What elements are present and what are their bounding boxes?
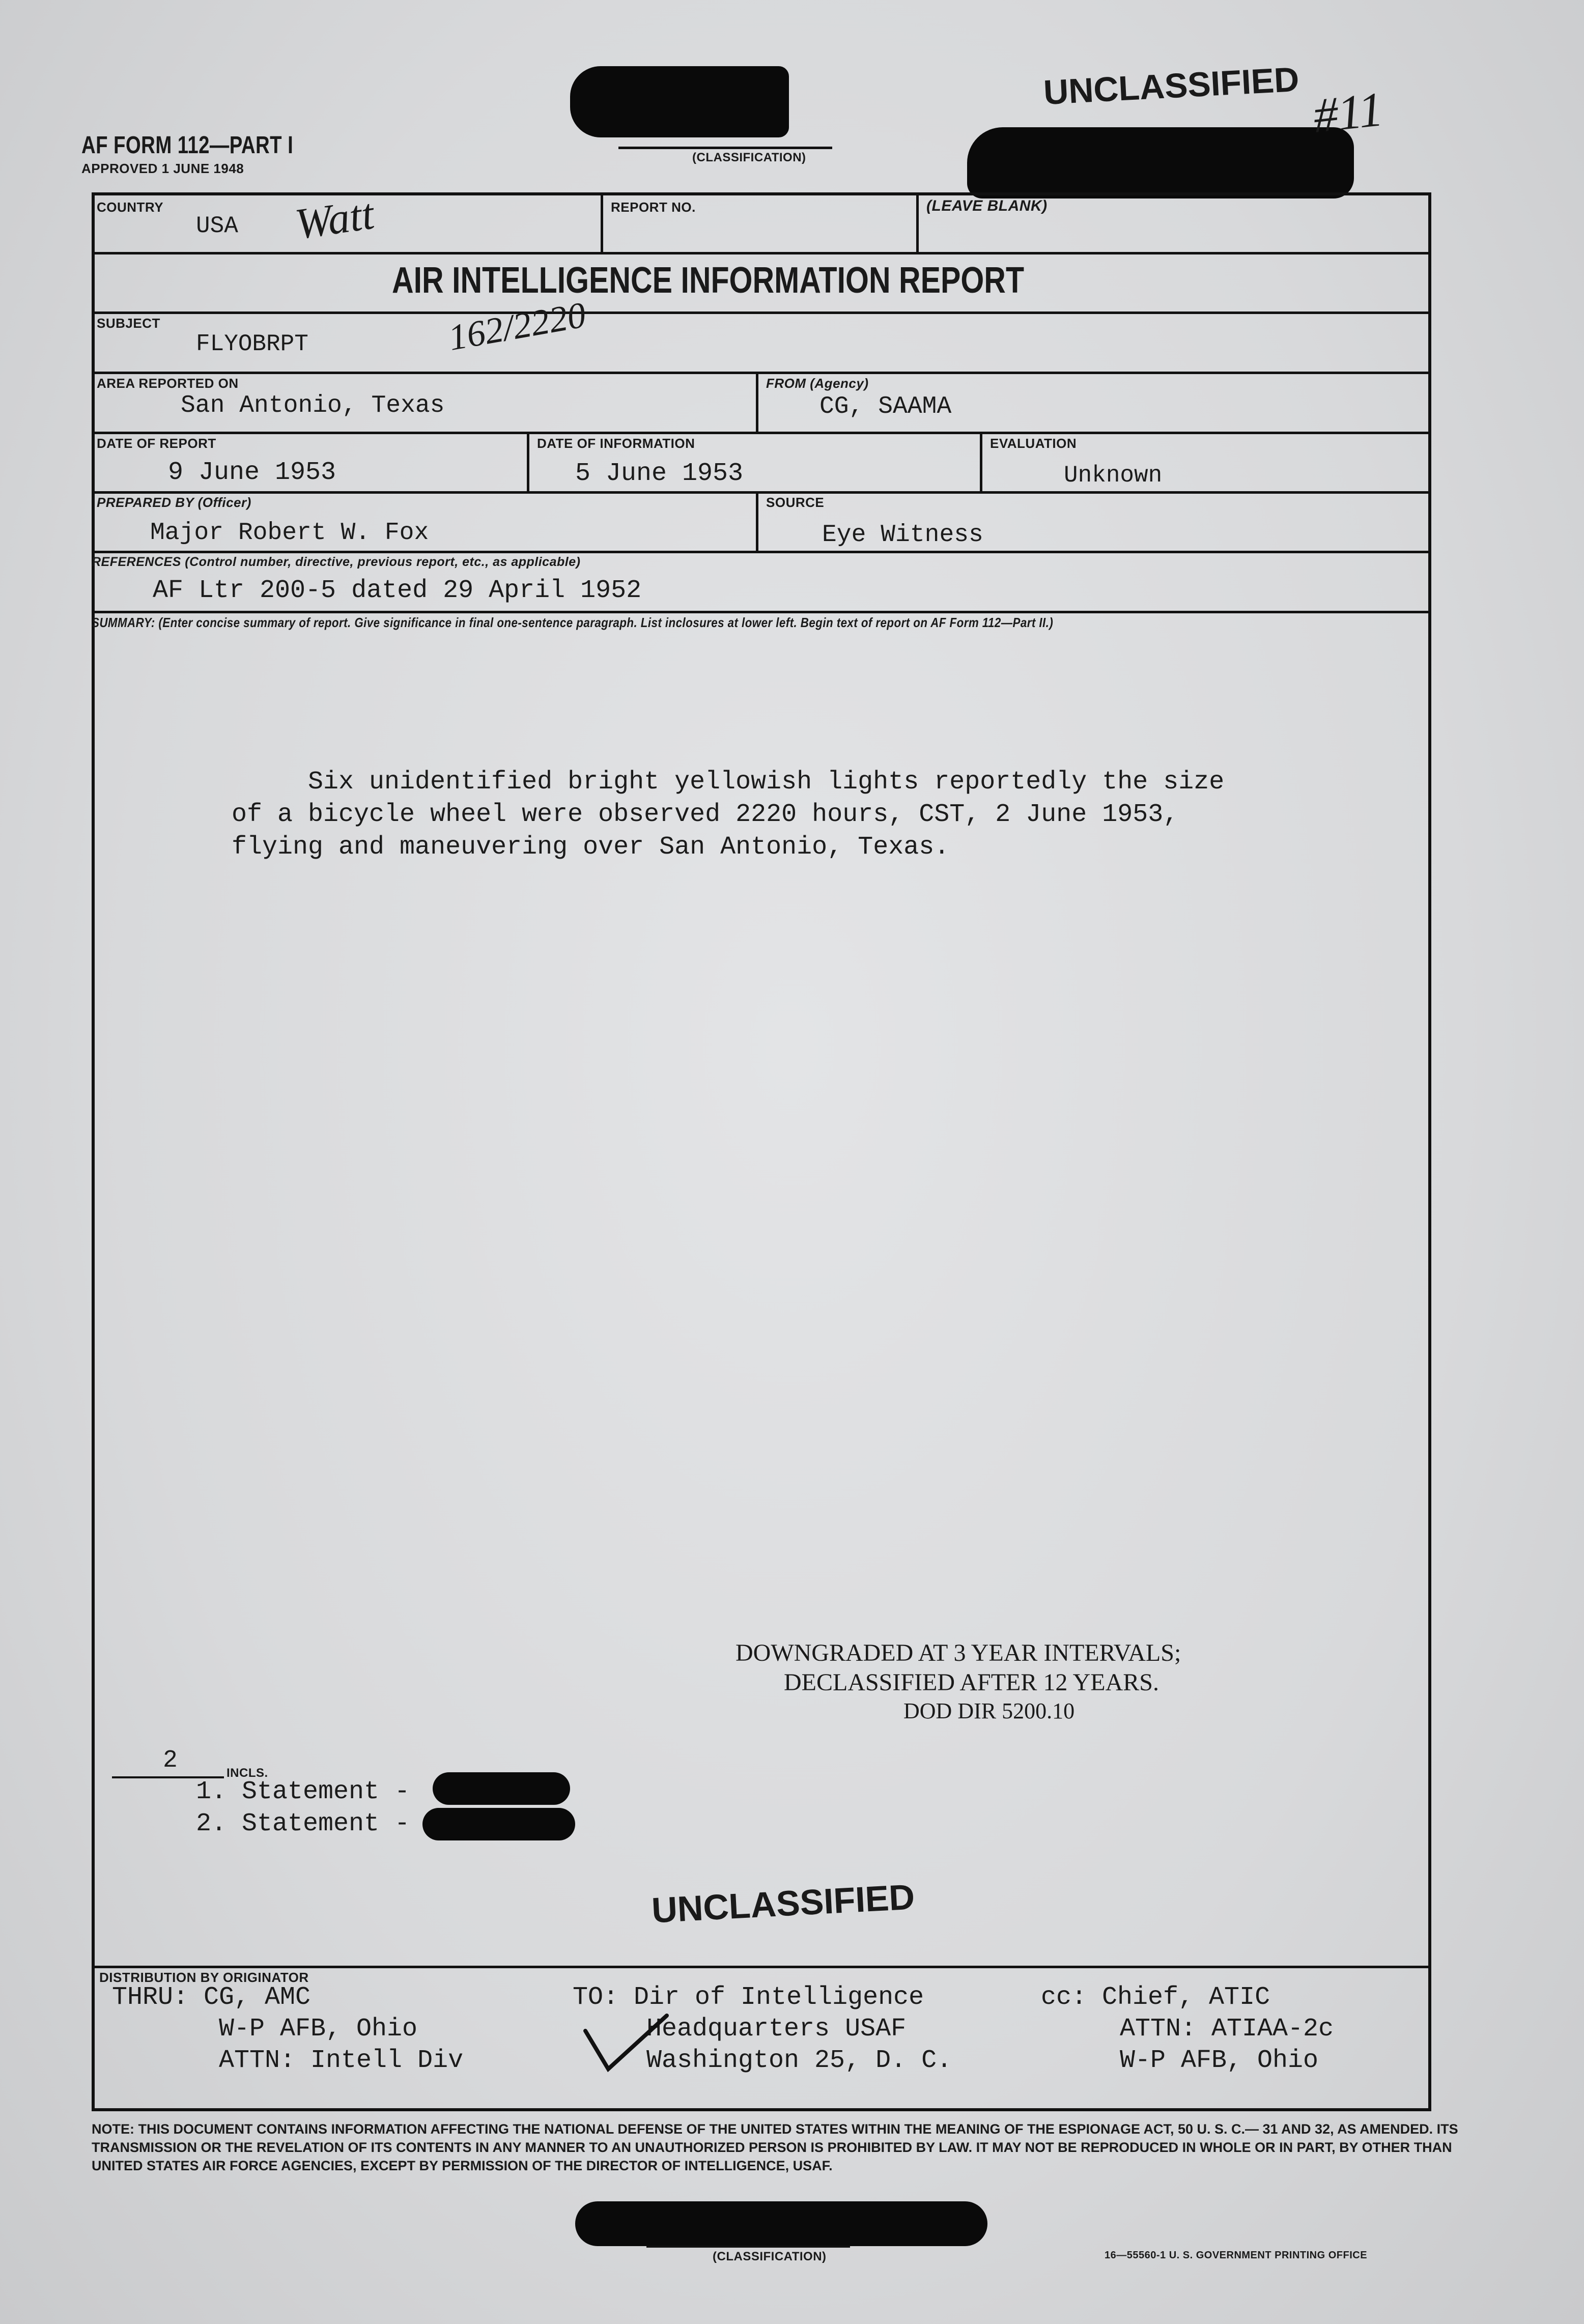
classification-label-top: (CLASSIFICATION): [692, 151, 806, 164]
source-label: SOURCE: [766, 495, 825, 510]
col-line-from: [756, 372, 758, 433]
subject-handwriting: 162/2220: [445, 294, 589, 359]
row-line-distribution: [92, 1966, 1431, 1968]
col-line-eval: [980, 432, 982, 493]
prepared-label: PREPARED BY (Officer): [97, 495, 251, 510]
to-line-3: Washington 25, D. C.: [646, 2046, 952, 2075]
inclosure-item-1: 1. Statement -: [196, 1777, 410, 1806]
date-info-value: 5 June 1953: [575, 459, 744, 488]
downgrade-line-3: DOD DIR 5200.10: [903, 1698, 1075, 1723]
from-value: CG, SAAMA: [819, 393, 952, 420]
date-report-label: DATE OF REPORT: [97, 436, 216, 451]
unclassified-stamp-bottom: UNCLASSIFIED: [650, 1877, 916, 1931]
classification-line-top: [618, 147, 832, 149]
references-value: AF Ltr 200-5 dated 29 April 1952: [153, 576, 642, 605]
date-info-label: DATE OF INFORMATION: [537, 436, 695, 451]
area-value: San Antonio, Texas: [181, 392, 445, 419]
inclosure-redaction-2: [422, 1808, 575, 1840]
summary-label: SUMMARY: (Enter concise summary of report. Give significance in final one-sentence paragraph. List inclosures at lower left. Begin text of report on AF Form 112—Part II.): [92, 615, 1054, 630]
to-line-1: TO: Dir of Intelligence: [573, 1983, 924, 2012]
thru-line-1: THRU: CG, AMC: [112, 1983, 311, 2012]
source-value: Eye Witness: [822, 521, 983, 549]
bottom-redaction: [575, 2201, 987, 2246]
row-line-1: [92, 252, 1431, 254]
handwritten-number: #11: [1310, 81, 1386, 143]
col-line-leave: [916, 192, 919, 253]
row-line-2: [92, 311, 1431, 314]
inclosure-redaction-1: [433, 1772, 570, 1805]
country-label: COUNTRY: [97, 200, 164, 215]
cc-line-3: W-P AFB, Ohio: [1120, 2046, 1319, 2075]
subject-label: SUBJECT: [97, 316, 160, 331]
inclosure-item-2: 2. Statement -: [196, 1809, 410, 1838]
row-line-4: [92, 432, 1431, 434]
date-report-value: 9 June 1953: [168, 458, 336, 487]
cc-line-2: ATTN: ATIAA-2c: [1120, 2015, 1334, 2044]
row-line-3: [92, 372, 1431, 374]
from-label: FROM (Agency): [766, 376, 869, 391]
row-line-6: [92, 551, 1431, 553]
report-title: AIR INTELLIGENCE INFORMATION REPORT: [392, 260, 1025, 301]
summary-line-3: flying and maneuvering over San Antonio, Texas.: [232, 833, 950, 862]
report-no-label: REPORT NO.: [611, 200, 696, 215]
summary-line-2: of a bicycle wheel were observed 2220 hours, CST, 2 June 1953,: [232, 800, 1179, 829]
row-line-7: [92, 611, 1431, 613]
summary-line-1: Six unidentified bright yellowish lights reportedly the size: [308, 768, 1225, 797]
inclosure-count: 2: [163, 1747, 178, 1774]
downgrade-line-1: DOWNGRADED AT 3 YEAR INTERVALS;: [736, 1639, 1181, 1666]
col-line-report: [601, 192, 603, 253]
form-approved: APPROVED 1 JUNE 1948: [81, 161, 244, 176]
distribution-label: DISTRIBUTION BY ORIGINATOR: [99, 1970, 309, 1985]
thru-line-3: ATTN: Intell Div: [219, 2046, 464, 2075]
classification-line-bottom: [646, 2246, 850, 2248]
col-line-source: [756, 491, 758, 552]
subject-value: FLYOBRPT: [196, 331, 308, 357]
top-redaction: [570, 66, 789, 137]
thru-line-2: W-P AFB, Ohio: [219, 2015, 418, 2044]
downgrade-line-2: DECLASSIFIED AFTER 12 YEARS.: [784, 1669, 1159, 1696]
legal-note: NOTE: THIS DOCUMENT CONTAINS INFORMATION AFFECTING THE NATIONAL DEFENSE OF THE UNITED STATES WITHIN THE MEANING OF THE ESPIONAGE ACT, 50 U. S. C.— 31 AND 32, AS AMENDED. ITS TRANSMISSION OR THE REVELATION OF ITS CONTENTS IN ANY MANNER TO AN UNAUTHORIZED PERSON IS PROHIBITED BY LAW. IT MAY NOT BE REPRODUCED IN WHOLE OR IN PART, BY OTHER THAN UNITED STATES AIR FORCE AGENCIES, EXCEPT BY PERMISSION OF THE DIRECTOR OF INTELLIGENCE, USAF.: [92, 2121, 1458, 2173]
printer-line: 16—55560-1 U. S. GOVERNMENT PRINTING OFFICE: [1105, 2250, 1368, 2261]
form-id: AF FORM 112—PART I: [81, 132, 294, 159]
top-right-redaction: [967, 127, 1354, 199]
leave-blank-label: (LEAVE BLANK): [926, 197, 1048, 214]
classification-label-bottom: (CLASSIFICATION): [713, 2250, 827, 2263]
evaluation-label: EVALUATION: [990, 436, 1077, 451]
cc-line-1: cc: Chief, ATIC: [1041, 1983, 1270, 2012]
check-mark: [580, 2010, 672, 2077]
country-handwriting: Watt: [292, 189, 377, 249]
evaluation-value: Unknown: [1064, 462, 1163, 489]
prepared-value: Major Robert W. Fox: [150, 519, 429, 547]
row-line-5: [92, 491, 1431, 494]
unclassified-stamp-top: UNCLASSIFIED: [1042, 60, 1300, 112]
references-label: REFERENCES (Control number, directive, previous report, etc., as applicable): [92, 555, 581, 569]
to-line-2: Headquarters USAF: [646, 2015, 907, 2044]
country-value: USA: [196, 213, 238, 239]
inclosure-label: INCLS.: [227, 1766, 268, 1780]
col-line-dateinfo: [527, 432, 529, 493]
area-label: AREA REPORTED ON: [97, 376, 239, 391]
